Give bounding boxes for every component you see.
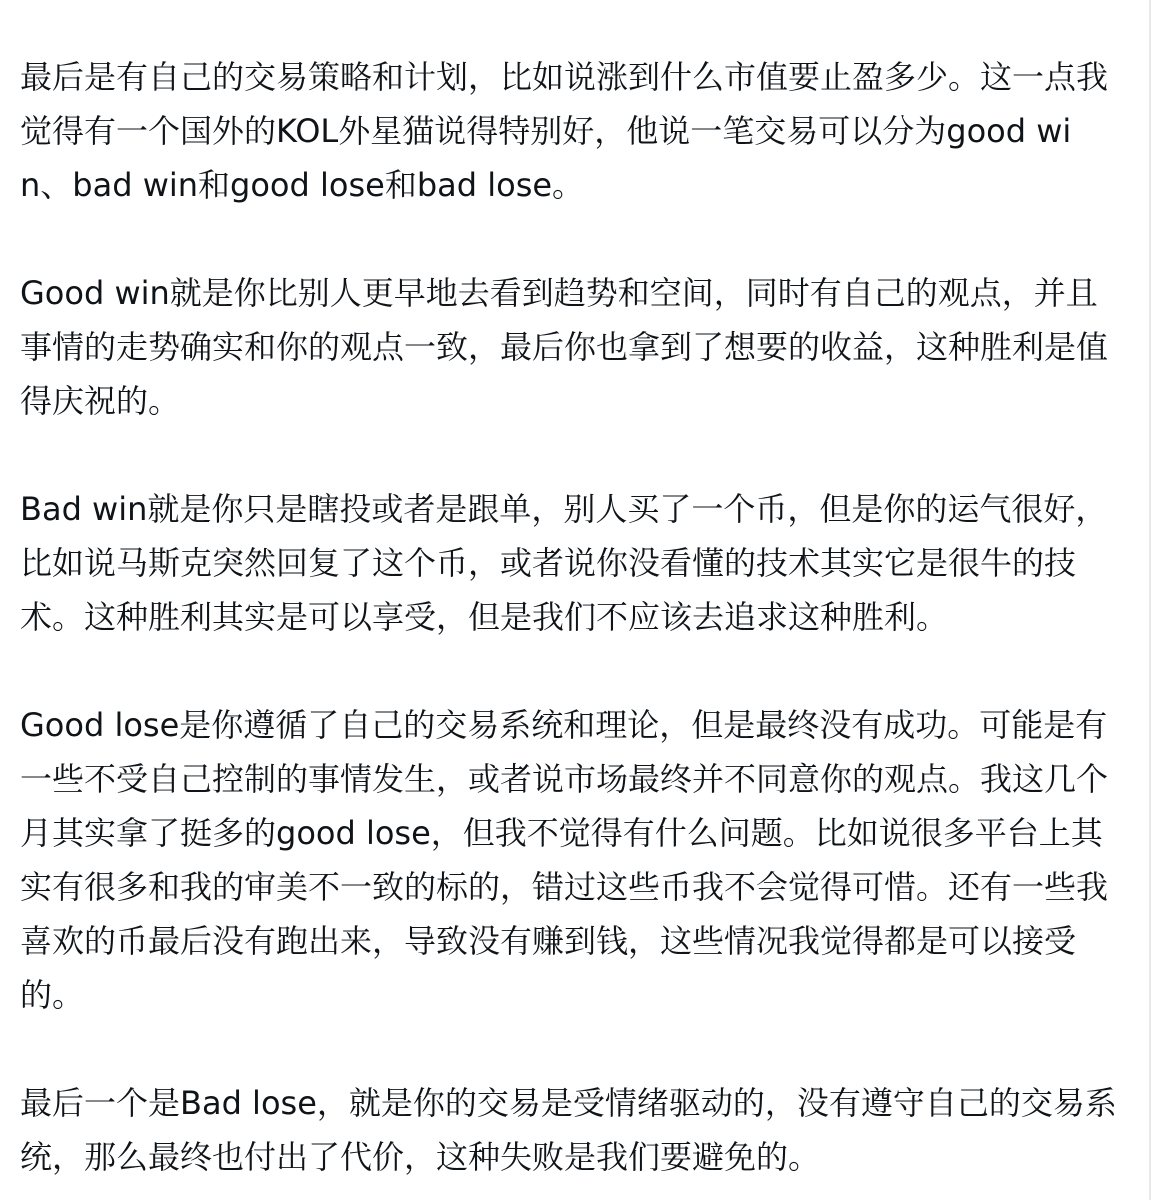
- article-body: [20, 50, 1120, 1184]
- paragraph-bad-lose: 最后一个是Bad lose，就是你的交易是受情绪驱动的，没有遵守自己的交易系统，那么最终也付出了代价，这种失败是我们要避免的。: [20, 1084, 1117, 1176]
- paragraph-good-lose: Good lose是你遵循了自己的交易系统和理论，但是最终没有成功。可能是有一些不受自己控制的事情发生，或者说市场最终并不同意你的观点。我这几个月其实拿了挺多的good lose，但我不觉得有什么问题。比如说很多平台上其实有很多和我的审美不一致的标的，错过这些币我不会觉得可惜。还有一些我喜欢的币最后没有跑出来，导致没有赚到钱，这些情况我觉得都是可以接受的。: [20, 706, 1109, 1014]
- column-divider: [1149, 0, 1151, 1200]
- paragraph-strategy: 最后是有自己的交易策略和计划，比如说涨到什么市值要止盈多少。这一点我觉得有一个国外的KOL外星猫说得特别好，他说一笔交易可以分为good win、bad win和good lose和bad lose。: [20, 58, 1109, 204]
- paragraph-good-win: Good win就是你比别人更早地去看到趋势和空间，同时有自己的观点，并且事情的走势确实和你的观点一致，最后你也拿到了想要的收益，这种胜利是值得庆祝的。: [20, 274, 1109, 420]
- paragraph-bad-win: Bad win就是你只是瞎投或者是跟单，别人买了一个币，但是你的运气很好，比如说马斯克突然回复了这个币，或者说你没看懂的技术其实它是很牛的技术。这种胜利其实是可以享受，但是我们不应该去追求这种胜利。: [20, 490, 1108, 636]
